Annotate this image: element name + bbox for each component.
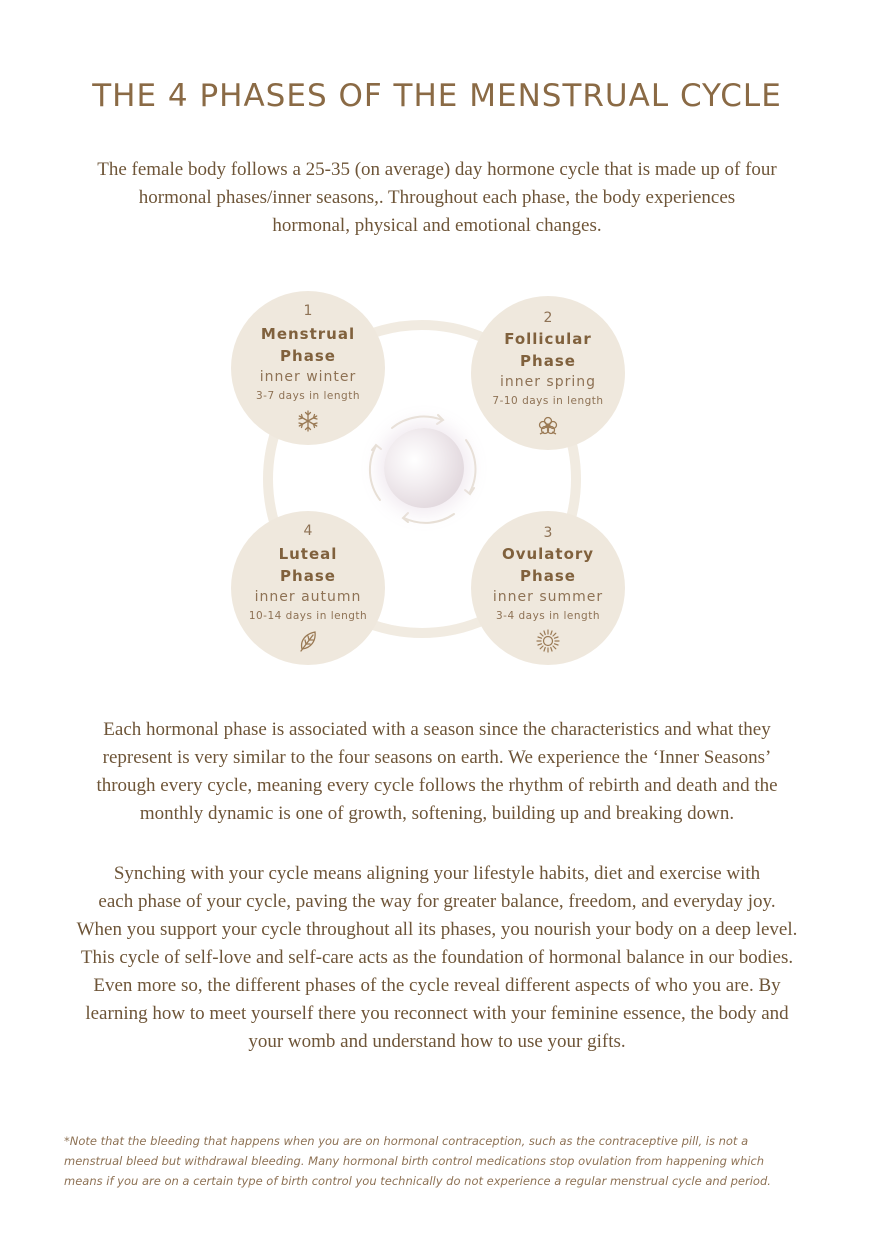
phase-name-line: Luteal <box>278 545 338 563</box>
phase-name-line: Phase <box>280 567 336 585</box>
paragraph-line: monthly dynamic is one of growth, softening, building up and breaking down. <box>139 803 735 824</box>
phase-name <box>471 328 625 372</box>
phase-length: 3-7 days in length <box>256 390 360 402</box>
phase-number: 2 <box>543 310 553 326</box>
paragraph-line: your womb and understand how to use your gifts. <box>248 1031 626 1052</box>
paragraph-line: Each hormonal phase is associated with a season since the characteristics and what they <box>103 719 771 740</box>
footnote-line: means if you are on a certain type of birth control you technically do not experience a regular menstrual cycle and period. <box>64 1174 771 1188</box>
phase-length: 7-10 days in length <box>492 395 604 407</box>
phase-number: 3 <box>543 525 553 541</box>
paragraph-line: Synching with your cycle means aligning your lifestyle habits, diet and exercise with <box>113 863 761 884</box>
phase-length: 10-14 days in length <box>248 610 368 622</box>
paragraph-line: represent is very similar to the four seasons on earth. We experience the ‘Inner Seasons’ <box>102 747 772 768</box>
phase-name <box>231 543 385 587</box>
phase-season: inner summer <box>492 589 604 605</box>
phase-name-line: Menstrual <box>260 325 356 343</box>
intro-line: hormonal, physical and emotional changes. <box>272 215 602 236</box>
phase-name <box>231 323 385 367</box>
paragraph-line: each phase of your cycle, paving the way for greater balance, freedom, and everyday joy. <box>98 891 776 912</box>
phase-name <box>471 543 625 587</box>
phase-season: inner autumn <box>254 589 362 605</box>
sun-icon <box>536 629 560 653</box>
snowflake-icon <box>296 409 320 433</box>
phase-name-line: Phase <box>520 567 576 585</box>
phase-season: inner spring <box>499 374 597 390</box>
paragraph-line: When you support your cycle throughout all its phases, you nourish your body on a deep level. <box>76 919 798 940</box>
phase-number: 4 <box>303 523 313 539</box>
footnote-line: *Note that the bleeding that happens when you are on hormonal contraception, such as the contraceptive pill, is not a <box>64 1134 749 1148</box>
intro-line: The female body follows a 25-35 (on average) day hormone cycle that is made up of four <box>97 159 777 180</box>
phase-number: 1 <box>303 303 313 319</box>
paragraph-line: learning how to meet yourself there you reconnect with your feminine essence, the body and <box>85 1003 789 1024</box>
phase-name-line: Phase <box>280 347 336 365</box>
footnote <box>64 1131 824 1191</box>
leaf-icon <box>296 629 320 653</box>
phase-name-line: Follicular <box>504 330 592 348</box>
paragraph-line: through every cycle, meaning every cycle follows the rhythm of rebirth and death and the <box>96 775 778 796</box>
phase-ovulatory <box>471 511 625 665</box>
paragraph-line: Even more so, the different phases of the cycle reveal different aspects of who you are. By <box>93 975 781 996</box>
phase-menstrual <box>231 291 385 445</box>
syncing-paragraph <box>40 860 834 1056</box>
phase-length: 3-4 days in length <box>496 610 600 622</box>
phase-luteal <box>231 511 385 665</box>
seasons-paragraph <box>40 716 834 828</box>
moon-image <box>384 428 464 508</box>
footnote-line: menstrual bleed but withdrawal bleeding. Many hormonal birth control medications stop ovulation from happening which <box>64 1154 765 1168</box>
intro-line: hormonal phases/inner seasons,. Throughout each phase, the body experiences <box>138 187 736 208</box>
flower-icon <box>536 414 560 438</box>
page-title: THE 4 PHASES OF THE MENSTRUAL CYCLE <box>92 78 782 114</box>
phase-name-line: Phase <box>520 352 576 370</box>
phase-season: inner winter <box>259 369 357 385</box>
phase-follicular <box>471 296 625 450</box>
phase-name-line: Ovulatory <box>501 545 595 563</box>
paragraph-line: This cycle of self-love and self-care acts as the foundation of hormonal balance in our bodies. <box>80 947 794 968</box>
